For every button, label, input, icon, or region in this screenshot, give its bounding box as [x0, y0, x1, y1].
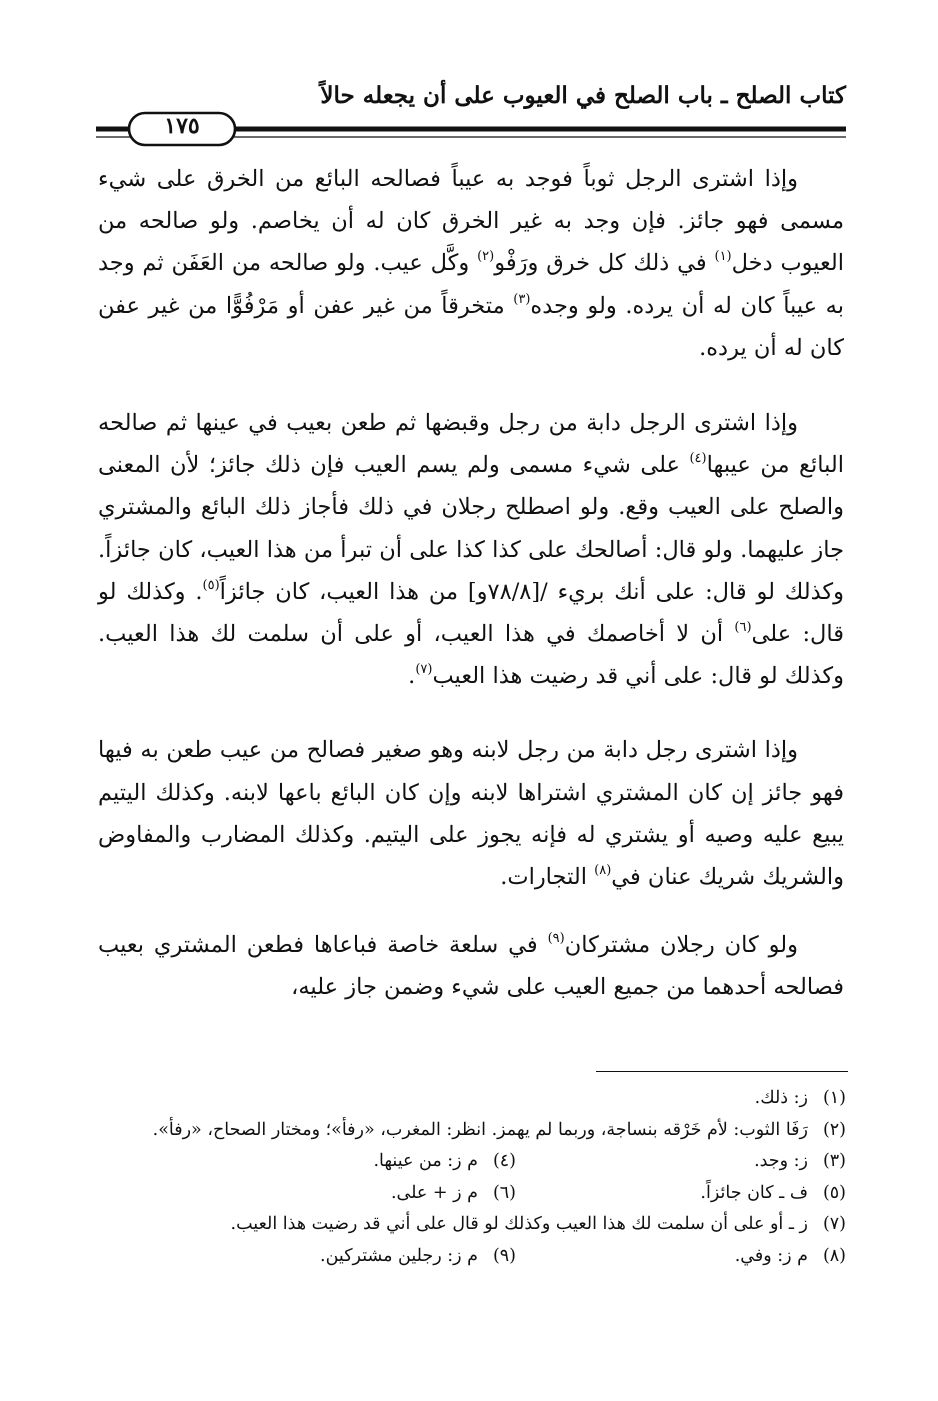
footnote-text: م ز: رجلين مشتركين.: [320, 1245, 478, 1266]
paragraph-3: وإذا اشترى رجل دابة من رجل لابنه وهو صغير فصالح من عيب طعن به فيها فهو جائز إن كان المشتري اشتراها لابنه وإن كان البائع باعها لابنه. وكذلك اليتيم يبيع عليه وصيه أو يشتري له فإنه يجوز على اليتيم. وكذلك المضارب والمفاوض والشريك شريك عنان في$^{(٨)}$ التجارات.: [98, 737, 844, 891]
footnote-item: [96, 1083, 846, 1115]
paragraph-1: وإذا اشترى الرجل ثوباً فوجد به عيباً فصالحه البائع من الخرق على شيء مسمى فهو جائز. فإن وجد به غير الخرق كان له أن يخاصم. ولو صالحه من العيوب دخل$^{(١)}$ في ذلك كل خرق ورَفْو$^{(٢)}$ وكَّل عيب. ولو صالحه من العَفَن ثم وجد به عيباً كان له أن يرده. ولو وجده$^{(٣)}$ متخرقاً من غير عفن أو مَرْفُوًّا من غير عفن كان له أن يرده.: [98, 166, 844, 361]
footnote-text: ز: وجد.: [754, 1151, 808, 1171]
footnote-number: (٣): [822, 1151, 846, 1171]
footnote-ref-3[interactable]: (٣): [513, 291, 531, 307]
footnote-item: [516, 1241, 846, 1273]
footnote-text: ز ـ أو على أن سلمت لك هذا العيب وكذلك لو قال على أني قد رضيت هذا العيب.: [230, 1214, 808, 1234]
footnote-item: [320, 1241, 516, 1273]
footnote-ref-6[interactable]: (٦): [734, 620, 752, 636]
footnote-ref-4[interactable]: (٤): [689, 451, 707, 467]
footnote-pair: [96, 1178, 846, 1210]
footnote-text: ف ـ كان جائزاً.: [700, 1182, 808, 1203]
footnote-pair: [96, 1241, 846, 1273]
footnote-number: (٨): [822, 1245, 846, 1266]
footnote-number: (٩): [492, 1245, 516, 1266]
footnote-number: (٢): [822, 1119, 846, 1140]
paragraph-2: وإذا اشترى الرجل دابة من رجل وقبضها ثم طعن بعيب في عينها ثم صالحه البائع من عيبها$^{(٤)}$ على شيء مسمى ولم يسم العيب فإن ذلك جائز؛ لأن المعنى والصلح على العيب وقع. ولو اصطلح رجلان في ذلك فأجاز ذلك البائع والمشتري جاز عليهما. ولو قال: أصالحك على كذا كذا على أن تبرأ من هذا العيب، كان جائزاً. وكذلك لو قال: على أنك بريء /[٧٨/٨و] من هذا العيب، كان جائزاً$^{(٥)}$. وكذلك لو قال: على$^{(٦)}$ أن لا أخاصمك في هذا العيب، أو على أن سلمت لك هذا العيب. وكذلك لو قال: على أني قد رضيت هذا العيب$^{(٧)}$.: [98, 410, 845, 690]
footnote-number: (٧): [822, 1214, 846, 1234]
footnote-text: ز: ذلك.: [754, 1088, 808, 1108]
footnote-ref-9[interactable]: (٩): [547, 931, 565, 947]
footnote-number: (٤): [492, 1151, 516, 1171]
main-text: [98, 158, 844, 1009]
footnote-text: م ز + على.: [390, 1182, 478, 1203]
footnote-item: [516, 1178, 846, 1210]
footnote-text: رَفَا الثوب: لأم خَرْقه بنساجة، وربما لم يهمز. انظر: المغرب، «رفأ»؛ ومختار الصحاح، «رفأ».: [152, 1119, 808, 1140]
footnote-item: [96, 1209, 846, 1241]
footnote-number: (٥): [822, 1182, 846, 1203]
footnote-item: [373, 1146, 516, 1178]
footnote-pair: [96, 1146, 846, 1178]
footnote-ref-2[interactable]: (٢): [477, 249, 495, 265]
footnote-text: م ز: من عينها.: [373, 1151, 478, 1171]
footnote-item: [391, 1178, 516, 1210]
footnotes: [96, 1083, 846, 1272]
footnote-item: [516, 1146, 846, 1178]
footnote-ref-5[interactable]: (٥): [202, 577, 220, 593]
footnote-separator: [596, 1071, 848, 1072]
footnote-ref-1[interactable]: (١): [714, 249, 732, 265]
footnote-item: [96, 1115, 846, 1147]
running-header-title: كتاب الصلح ـ باب الصلح في العيوب على أن يجعله حالاً: [320, 82, 846, 109]
footnote-ref-8[interactable]: (٨): [594, 863, 612, 879]
page-number: ١٧٥: [164, 113, 200, 139]
footnote-number: (١): [822, 1088, 846, 1108]
footnote-text: م ز: وفي.: [734, 1245, 808, 1266]
paragraph-4: ولو كان رجلان مشتركان$^{(٩)}$ في سلعة خاصة فباعاها فطعن المشتري بعيب فصالحه أحدهما من جميع العيب على شيء وضمن جاز عليه،: [98, 931, 844, 1001]
footnote-ref-7[interactable]: (٧): [415, 662, 433, 678]
footnote-number: (٦): [492, 1182, 516, 1203]
